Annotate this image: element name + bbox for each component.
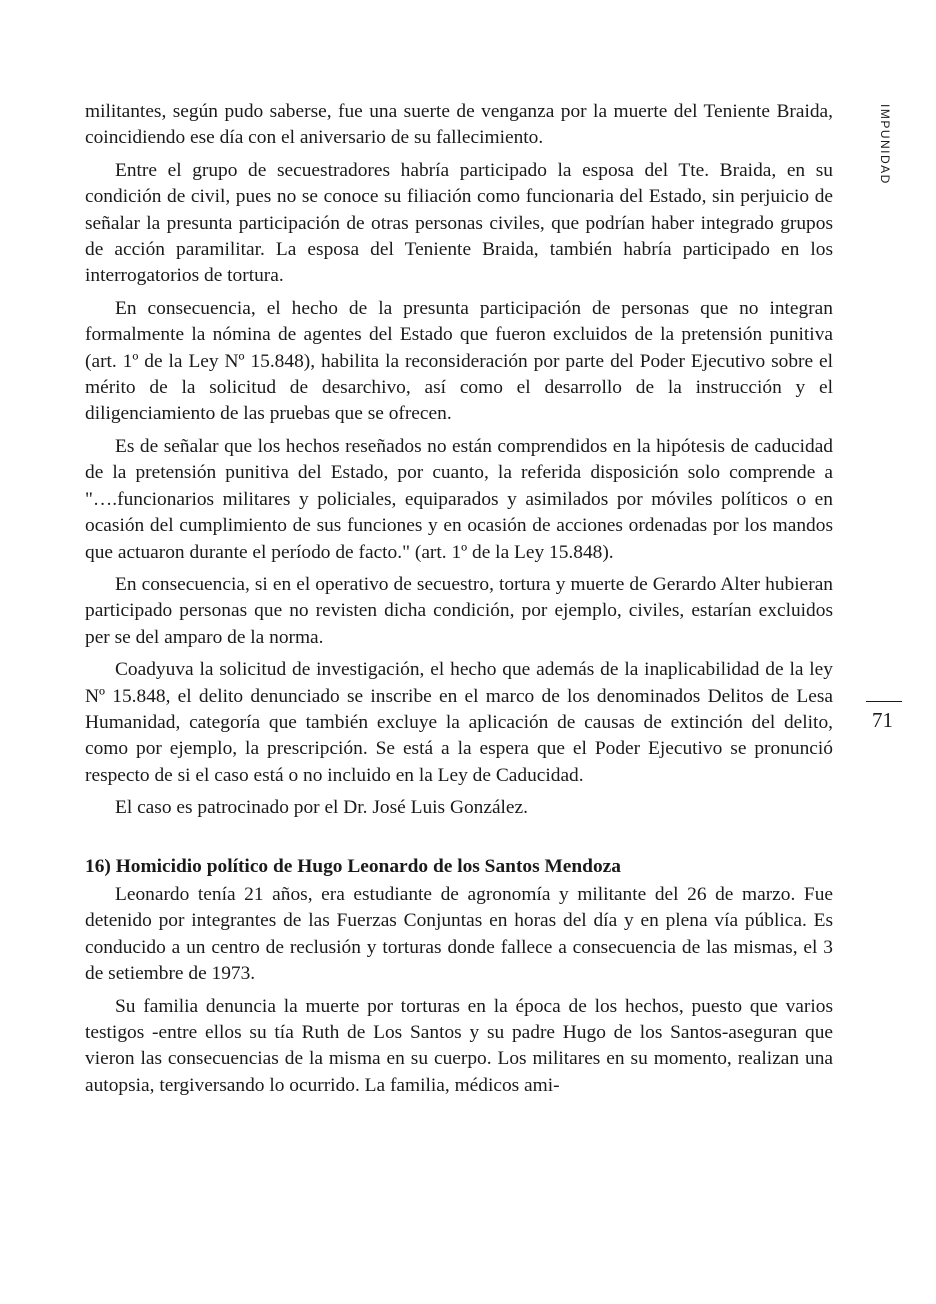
running-header: IMPUNIDAD <box>878 104 892 185</box>
body-paragraph: Entre el grupo de secuestradores habría participado la esposa del Tte. Braida, en su condición de civil, pues no se conoce su filiación como funcionaria del Estado, sin perjuicio de señalar la presunta participación de otras personas civiles, que podrían haber integrado grupos de acción paramilitar. La esposa del Teniente Braida, también habría participado en los interrogatorios de tortura. <box>85 159 833 287</box>
body-paragraph: Coadyuva la solicitud de investigación, el hecho que además de la inaplicabilidad de la ley Nº 15.848, el delito denunciado se inscribe en el marco de los denominados Delitos de Lesa Humanidad, categoría que también excluye la aplicación de causas de extinción del delito, como por ejemplo, la prescripción. Se está a la espera que el Poder Ejecutivo se pronunció respecto de si el caso está o no incluido en la Ley de Caducidad. <box>85 659 833 786</box>
page-number-rule <box>866 701 902 702</box>
page-number: 71 <box>872 708 893 732</box>
body-paragraph: En consecuencia, si en el operativo de secuestro, tortura y muerte de Gerardo Alter hubieran participado personas que no revisten dicha condición, por ejemplo, civiles, estarían excluidos per se del amparo de la norma. <box>85 573 833 648</box>
body-paragraph: Es de señalar que los hechos reseñados no están comprendidos en la hipótesis de caducidad de la pretensión punitiva del Estado, por cuanto, la referida disposición solo comprende a "….funcionarios militares y policiales, equiparados y asimilados por móviles políticos o en ocasión del cumplimiento de sus funciones y en ocasión de acciones ordenadas por los mandos que actuaron durante el período de facto." (art. 1º de la Ley 15.848). <box>85 435 833 563</box>
body-paragraph: El caso es patrocinado por el Dr. José Luis González. <box>115 797 528 819</box>
page-body <box>85 99 833 1105</box>
section-paragraph: Leonardo tenía 21 años, era estudiante de agronomía y militante del 26 de marzo. Fue detenido por integrantes de las Fuerzas Conjuntas en horas del día y en plena vía pública. Es conducido a un centro de reclusión y torturas donde fallece a consecuencia de las mismas, el 3 de setiembre de 1973. <box>85 883 833 985</box>
body-paragraph: militantes, según pudo saberse, fue una suerte de venganza por la muerte del Teniente Braida, coincidiendo ese día con el aniversario de su fallecimiento. <box>85 101 833 149</box>
section-paragraph: Su familia denuncia la muerte por torturas en la época de los hechos, puesto que varios testigos -entre ellos su tía Ruth de Los Santos y su padre Hugo de los Santos-aseguran que vieron las consecuencias de la misma en su cuerpo. Los militares en su momento, realizan una autopsia, tergiversando lo ocurrido. La familia, médicos ami- <box>85 995 833 1096</box>
section-heading: 16) Homicidio político de Hugo Leonardo de los Santos Mendoza <box>85 855 621 877</box>
body-paragraph: En consecuencia, el hecho de la presunta participación de personas que no integran formalmente la nómina de agentes del Estado que fueron excluidos de la pretensión punitiva (art. 1º de la Ley Nº 15.848), habilita la reconsideración por parte del Poder Ejecutivo sobre el mérito de la solicitud de desarchivo, así como el desarrollo de la instrucción y el diligenciamiento de las pruebas que se ofrecen. <box>85 297 833 425</box>
